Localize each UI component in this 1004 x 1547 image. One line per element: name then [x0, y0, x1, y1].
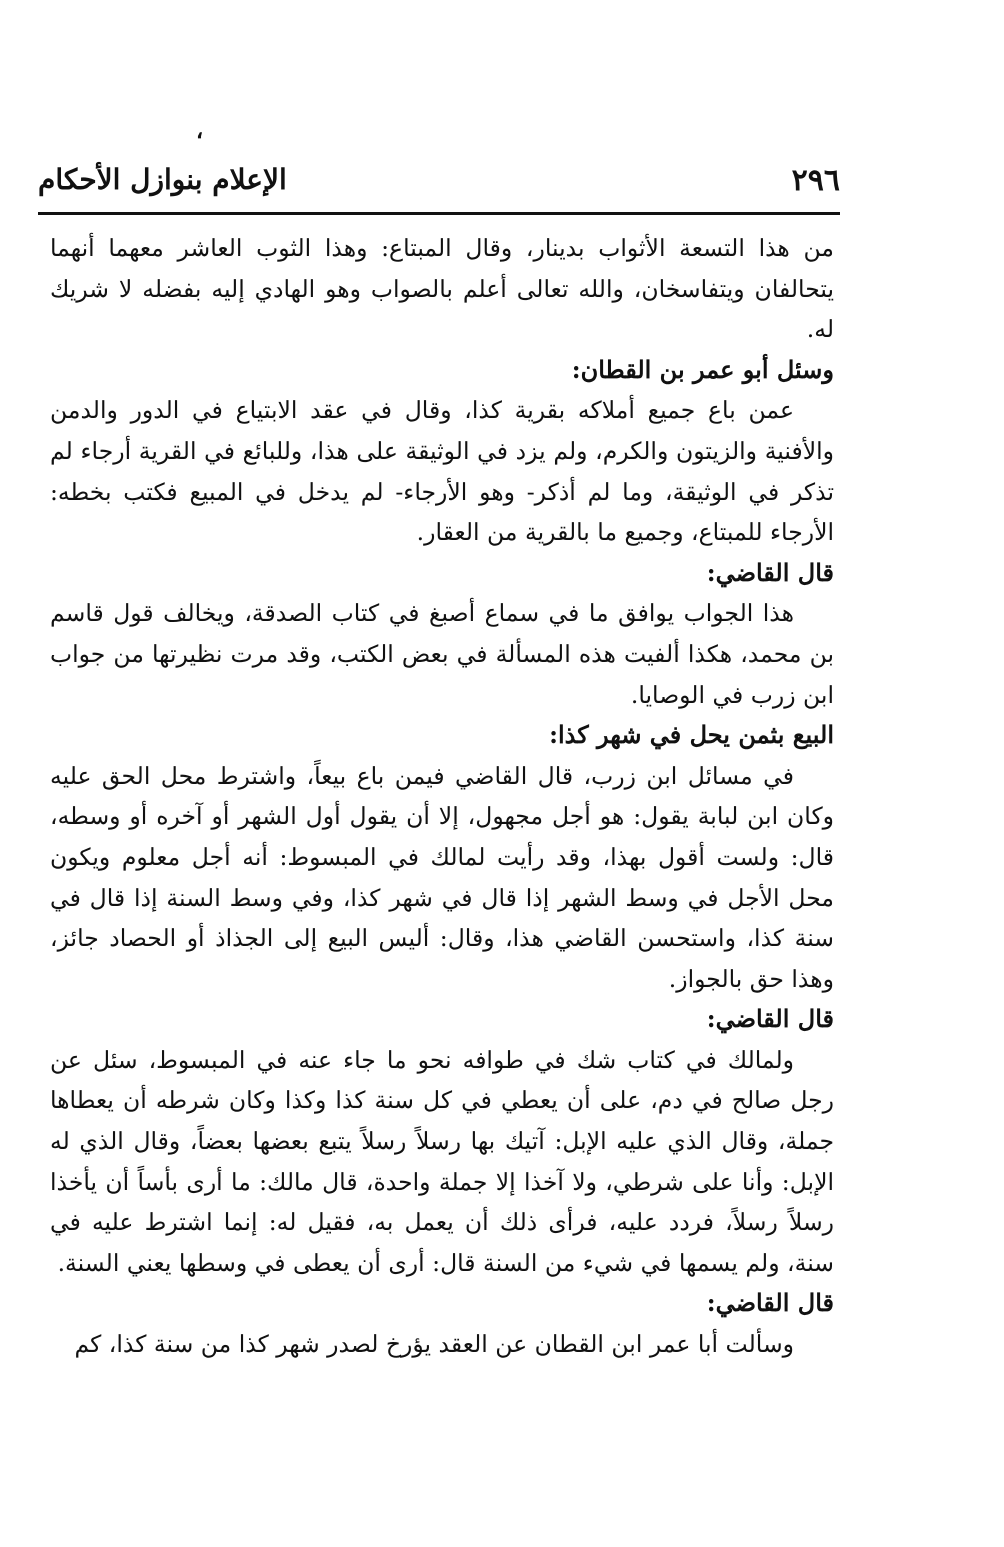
- section-heading: البيع بثمن يحل في شهر كذا:: [549, 720, 834, 750]
- page-number: ٢٩٦: [791, 163, 840, 198]
- section-heading: قال القاضي:: [706, 1004, 834, 1034]
- margin-mark: ،: [196, 118, 204, 144]
- paragraph: في مسائل ابن زرب، قال القاضي فيمن باع بيعاً، واشترط محل الحق عليه وكان ابن لبابة يقول: هو أجل مجهول، إلا أن يقول أول الشهر أو آخره أو وسطه، قال: ولست أقول بهذا، وقد رأيت لمالك في المبسوط: أنه أجل معلوم ويكون محل الأجل في وسط الشهر إذا قال في شهر كذا، وفي وسط السنة إذا قال في سنة كذا، واستحسن القاضي هذا، وقال: أليس البيع إلى الجذاذ أو الحصاد جائز، وهذا حق بالجواز.: [50, 761, 834, 993]
- paragraph: عمن باع جميع أملاكه بقرية كذا، وقال في عقد الابتياع في الدور والدمن والأفنية والزيتون والكرم، ولم يزد في الوثيقة على هذا، وللبائع في القرية أرجاء لم تذكر في الوثيقة، وما لم أذكر- وهو الأرجاء- لم يدخل في المبيع فكتب بخطه: الأرجاء للمبتاع، وجميع ما بالقرية من العقار.: [50, 396, 834, 547]
- paragraph: ولمالك في كتاب شك في طوافه نحو ما جاء عنه في المبسوط، سئل عن رجل صالح في دم، على أن يعطي في كل سنة كذا وكذا وكان شرطه أن يعطاها جملة، وقال الذي عليه الإبل: آتيك بها رسلاً رسلاً يتبع بعضها بعضاً، وقال الذي له الإبل: وأنا على شرطي، ولا آخذا إلا جملة واحدة، قال مالك: ما أرى بأساً أن يأخذا رسلاً رسلاً، فردد عليه، فرأى ذلك أن يعمل به، فقيل له: إنما اشترط عليه في سنة، ولم يسمها في شيء من السنة قال: أرى أن يعطى في وسطها يعني السنة.: [50, 1045, 834, 1277]
- section-heading: قال القاضي:: [706, 557, 834, 587]
- page-header: [38, 160, 840, 208]
- paragraph: وسألت أبا عمر ابن القطان عن العقد يؤرخ لصدر شهر كذا من سنة كذا، كم: [74, 1330, 794, 1359]
- paragraph: من هذا التسعة الأثواب بدينار، وقال المبتاع: وهذا الثوب العاشر معهما أنهما يتحالفان ويتفاسخان، والله تعالى أعلم بالصواب وهو الهادي إليه بفضله لا شريك له.: [50, 234, 834, 344]
- section-heading: وسئل أبو عمر بن القطان:: [571, 354, 834, 384]
- body-text: [50, 228, 834, 1365]
- section-heading: قال القاضي:: [706, 1288, 834, 1318]
- running-title: الإعلام بنوازل الأحكام: [38, 163, 287, 196]
- header-rule: [38, 212, 840, 215]
- paragraph: هذا الجواب يوافق ما في سماع أصبغ في كتاب الصدقة، ويخالف قول قاسم بن محمد، هكذا ألفيت هذه المسألة في بعض الكتب، وقد مرت نظيرتها من جواب ابن زرب في الوصايا.: [50, 599, 834, 709]
